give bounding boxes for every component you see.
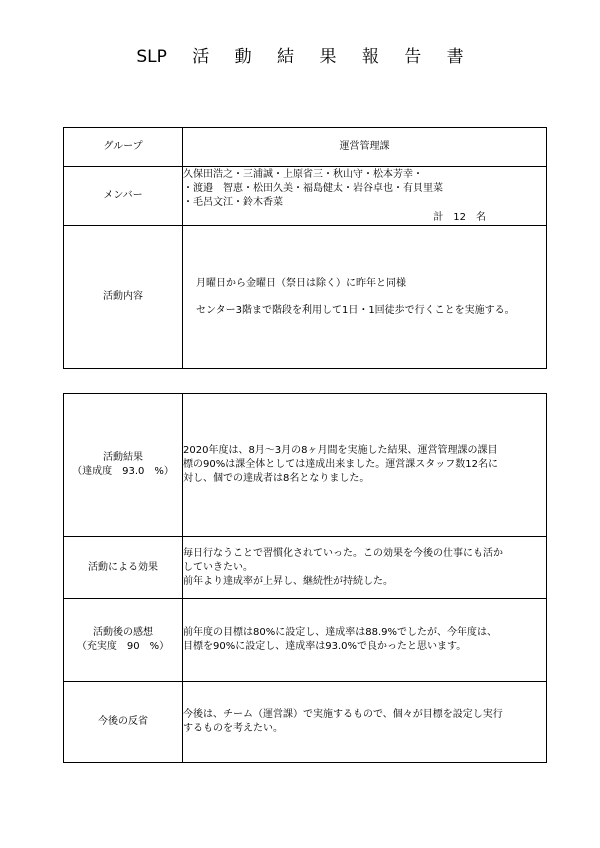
group-row: [64, 128, 547, 167]
result-achievement: （達成度 93.0 %）: [72, 466, 174, 477]
reflection-line: するものを考えたい。: [183, 723, 283, 734]
impression-value: [183, 599, 547, 682]
impression-line: 目標を90%に設定し、達成率は93.0%で良かったと思います。: [183, 641, 467, 652]
activity-row: [64, 226, 547, 369]
title-char: 告: [404, 47, 422, 67]
effect-line: 毎日行なうことで習慣化されていった。この効果を今後の仕事にも活か: [183, 547, 503, 559]
title-char: 報: [361, 47, 379, 67]
result-line: 対し、個での達成者は8名となりました。: [183, 473, 370, 484]
result-row: [64, 394, 547, 537]
title-char: 書: [446, 47, 464, 67]
activity-value: [183, 226, 547, 369]
effect-line: 前年より達成率が上昇し、継続性が持続した。: [183, 575, 393, 587]
overview-table: [63, 127, 547, 369]
activity-line: センター3階まで階段を利用して1日・1回徒歩で行くことを実施する。: [196, 304, 515, 316]
effect-value: [183, 537, 547, 599]
members-label: メンバー: [64, 167, 183, 226]
result-label: 活動結果: [103, 452, 143, 463]
activity-line: 月曜日から金曜日（祭日は除く）に昨年と同様: [196, 277, 406, 289]
effect-row: [64, 537, 547, 599]
members-value: [183, 167, 547, 226]
reflection-line: 今後は、チーム（運営課）で実施するもので、個々が目標を設定し実行: [183, 709, 503, 720]
title-char: 動: [234, 47, 252, 67]
member-line: ・毛呂文江・鈴木香菜: [183, 196, 283, 208]
reflection-row: [64, 682, 547, 763]
result-line: 標の90%は課全体としては達成出来ました。運営課スタッフ数12名に: [183, 459, 498, 470]
result-value: [183, 394, 547, 537]
members-total: 計 12 名: [433, 211, 486, 223]
reflection-value: [183, 682, 547, 763]
effect-line: していきたい。: [183, 561, 253, 573]
impression-line: 前年度の目標は80%に設定し、達成率は88.9%でしたが、今年度は、: [183, 627, 497, 638]
title-prefix: SLP: [136, 47, 167, 67]
impression-label-cell: [64, 599, 183, 682]
report-title: [0, 42, 600, 67]
results-table: [63, 393, 547, 763]
group-label: グループ: [64, 128, 183, 167]
activity-label: 活動内容: [64, 226, 183, 369]
impression-fulfillment: （充実度 90 %）: [76, 641, 170, 652]
impression-label: 活動後の感想: [93, 627, 153, 638]
member-line: 久保田浩之・三浦誠・上原省三・秋山守・松本芳幸・: [183, 168, 423, 180]
group-value: 運営管理課: [183, 128, 547, 167]
impression-row: [64, 599, 547, 682]
result-label-cell: [64, 394, 183, 537]
member-line: ・渡邉 智恵・松田久美・福島健太・岩谷卓也・有貝里菜: [183, 182, 443, 194]
members-row: [64, 167, 547, 226]
reflection-label: 今後の反省: [64, 682, 183, 763]
effect-label: 活動による効果: [64, 537, 183, 599]
title-char: 活: [192, 47, 210, 67]
title-char: 果: [319, 47, 337, 67]
result-line: 2020年度は、8月～3月の8ヶ月間を実施した結果、運営管理課の課目: [183, 445, 498, 456]
title-char: 結: [277, 47, 295, 67]
